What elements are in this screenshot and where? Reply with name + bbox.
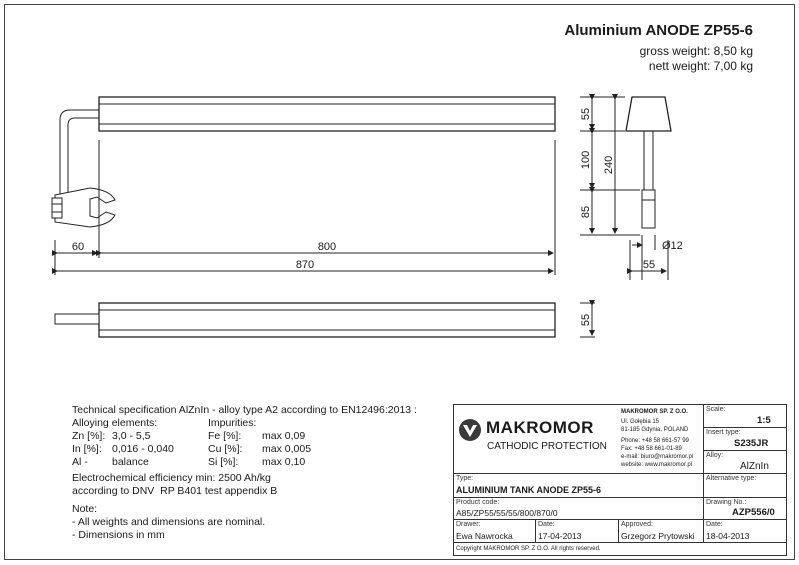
company-fax: Fax: +48 58 661-01-89	[621, 446, 682, 452]
product-value: A85/ZP55/55/55/800/870/0	[456, 508, 558, 518]
dim-55-top: 55	[580, 107, 592, 121]
company-address-1: Ul. Gołębia 15	[621, 419, 660, 425]
alloy-value: AlZnIn	[740, 461, 769, 472]
scale-label: Scale:	[706, 406, 726, 413]
impurities-label: Impurities:	[208, 417, 257, 429]
date-label-2: Date:	[706, 521, 723, 528]
approved-value: Grzegorz Prytowski	[621, 531, 695, 541]
spec-heading: Technical specification AlZnIn - alloy type A2 according to EN12496:2013 :	[72, 404, 417, 416]
alloy-label: Alloy:	[706, 452, 724, 459]
note-1: - All weights and dimensions are nominal.	[72, 516, 266, 528]
impurity-val-si: max 0,10	[262, 456, 306, 468]
alloy-el-zn: Zn [%]:	[72, 430, 106, 442]
dim-55-width: 55	[642, 259, 656, 271]
dim-240: 240	[603, 155, 615, 175]
product-label: Product code:	[456, 499, 500, 506]
brand-name: MAKROMOR	[486, 418, 594, 437]
dim-100: 100	[580, 150, 592, 170]
efficiency-line-1: Electrochemical efficiency min: 2500 Ah/kg	[72, 472, 271, 484]
alloy-el-in: In [%]:	[72, 443, 102, 455]
insert-label: Insert type:	[706, 429, 741, 436]
type-label: Type:	[456, 475, 474, 482]
approved-label: Approved:	[621, 521, 653, 528]
makromor-logo-icon	[458, 418, 482, 442]
scale-value: 1:5	[757, 415, 771, 426]
impurity-val-fe: max 0,09	[262, 430, 306, 442]
anode-body-bottom	[99, 303, 555, 337]
alloy-val-in: 0,016 - 0,040	[112, 443, 174, 455]
alt-type-label: Alternative type:	[706, 475, 757, 482]
company-website: website: www.makromor.pl	[621, 462, 693, 468]
note-2: - Dimensions in mm	[72, 529, 165, 541]
nett-weight: nett weight: 7,00 kg	[648, 59, 753, 73]
date-value-2: 18-04-2013	[706, 531, 750, 541]
drawing-no-value: AZP556/0	[732, 507, 775, 518]
alloying-label: Alloying elements:	[72, 417, 158, 429]
company-address-2: 81-185 Gdynia, POLAND	[621, 427, 689, 433]
dim-800: 800	[317, 241, 337, 253]
insert-rod-bottom	[55, 314, 99, 324]
clamp-fitting	[55, 188, 115, 227]
copyright: Copyright MAKROMOR SP. Z O.O. All rights reserved.	[456, 546, 601, 552]
drawer-value: Ewa Nawrocka	[456, 531, 513, 541]
type-value: ALUMINIUM TANK ANODE ZP55-6	[456, 485, 602, 495]
impurity-el-si: Si [%]:	[208, 456, 239, 468]
impurity-val-cu: max 0,005	[262, 443, 312, 455]
company-name: MAKROMOR SP. Z O.O.	[621, 409, 688, 415]
impurity-el-cu: Cu [%]:	[208, 443, 243, 455]
alloy-val-zn: 3,0 - 5,5	[112, 430, 151, 442]
brand-subtitle: CATHODIC PROTECTION	[487, 441, 607, 452]
dim-diameter-12: Ø12	[662, 240, 683, 252]
insert-rod	[60, 110, 99, 195]
dim-85: 85	[580, 205, 592, 219]
note-label: Note:	[72, 503, 98, 515]
dim-60: 60	[71, 241, 85, 253]
dim-55-bottom: 55	[580, 313, 592, 327]
anode-body-front	[99, 97, 555, 131]
date-label-1: Date:	[538, 521, 555, 528]
impurity-el-fe: Fe [%]:	[208, 430, 242, 442]
gross-weight: gross weight: 8,50 kg	[639, 44, 753, 58]
insert-value: S235JR	[734, 438, 769, 449]
efficiency-line-2: according to DNV RP B401 test appendix B	[72, 485, 278, 497]
drawing-title: Aluminium ANODE ZP55-6	[564, 22, 753, 39]
anode-body-side	[626, 97, 671, 131]
alloy-el-al: Al -	[72, 456, 88, 468]
company-phone: Phone: +48 58 661-57 99	[621, 438, 689, 444]
drawer-label: Drawer:	[456, 521, 481, 528]
date-value-1: 17-04-2013	[538, 531, 582, 541]
alloy-val-al: balance	[112, 456, 149, 468]
company-email: e-mail: biuro@makromor.pl	[621, 454, 694, 460]
drawing-no-label: Drawing No.:	[706, 499, 747, 506]
dim-870: 870	[295, 259, 315, 271]
